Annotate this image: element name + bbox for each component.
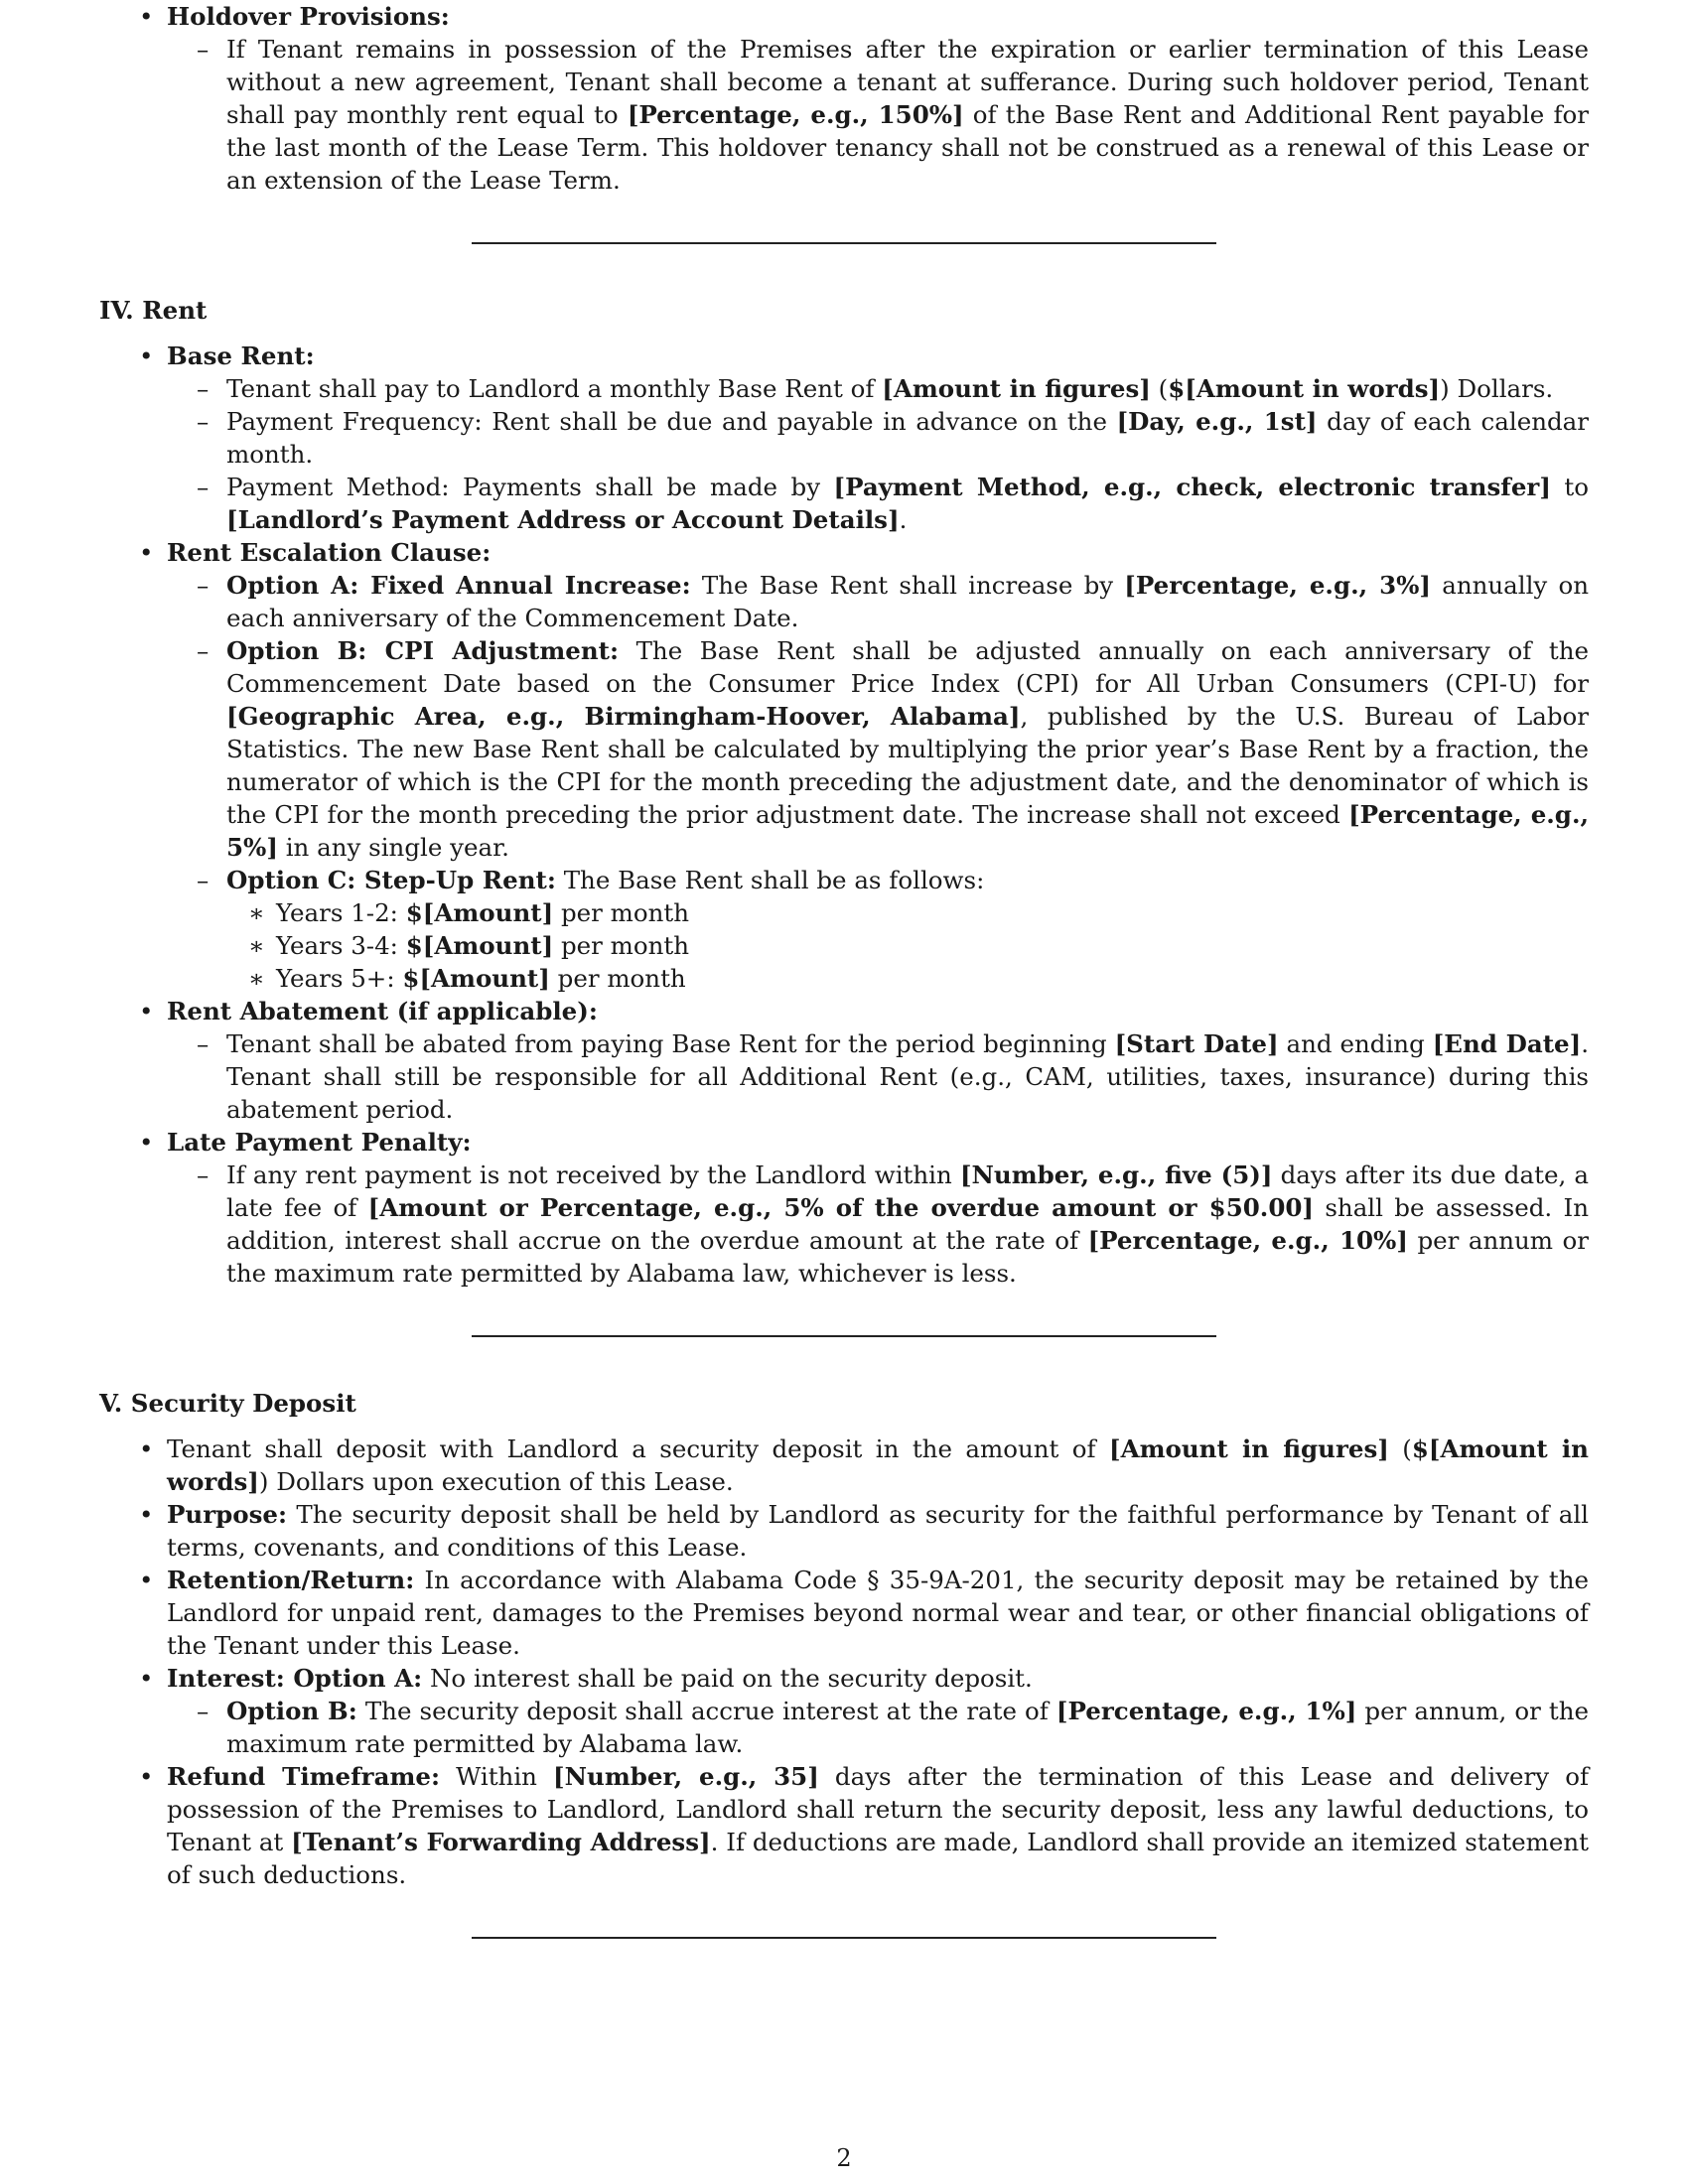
page-number: 2 — [836, 2144, 852, 2172]
payment-frequency: – Payment Frequency: Rent shall be due and payable in advance on the [Day, e.g., 1st] day of each calendar month. — [226, 405, 1589, 471]
deposit-interest-item: • Interest: Option A: No interest shall be paid on the security deposit. – Option B: The security deposit shall accrue interest at the rate of [Percentage, e.g., 1%] per annum, or the maximum rate permitted by Alabama law. — [167, 1662, 1589, 1760]
rent-abatement-item — [167, 995, 1589, 1126]
base-rent-label: Base Rent: — [167, 341, 315, 370]
option-b-cpi-adjustment: – Option B: CPI Adjustment: The Base Rent shall be adjusted annually on each anniversary of the Commencement Date based on the Consumer Price Index (CPI) for All Urban Consumers (CPI-U) for [Geographic Area, e.g., Birmingham-Hoover, Alabama], published by the U.S. Bureau of Labor Statistics. The new Base Rent shall be calculated by multiplying the prior year’s Base Rent by a fraction, the numerator of which is the CPI for the month preceding the adjustment date, and the denominator of which is the CPI for the month preceding the prior adjustment date. The increase shall not exceed [Percentage, e.g., 5%] in any single year. — [226, 634, 1589, 864]
holdover-text: – If Tenant remains in possession of the Premises after the expiration or earlier termination of this Lease without a new agreement, Tenant shall become a tenant at sufferance. During such holdover period, Tenant shall pay monthly rent equal to [Percentage, e.g., 150%] of the Base Rent and Additional Rent payable for the last month of the Lease Term. This holdover tenancy shall not be construed as a renewal of this Lease or an extension of the Lease Term. — [226, 33, 1589, 197]
holdover-label: Holdover Provisions: — [167, 2, 450, 31]
deposit-purpose-item: • Purpose: The security deposit shall be held by Landlord as security for the faithful performance by Tenant of all terms, covenants, and conditions of this Lease. — [167, 1498, 1589, 1564]
deposit-interest-option-b: – Option B: The security deposit shall accrue interest at the rate of [Percentage, e.g., 1%] per annum, or the maximum rate permitted by Alabama law. — [226, 1695, 1589, 1760]
rent-abatement-text: – Tenant shall be abated from paying Base Rent for the period beginning [Start Date] and ending [End Date]. Tenant shall still be responsible for all Additional Rent (e.g., CAM, utilities, taxes, insurance) during this abatement period. — [226, 1027, 1589, 1126]
section-title-rent: IV. Rent — [99, 296, 208, 325]
late-payment-label: Late Payment Penalty: — [167, 1128, 472, 1157]
deposit-refund-item: • Refund Timeframe: Within [Number, e.g., 35] days after the termination of this Lease and delivery of possession of the Premises to Landlord, Landlord shall return the security deposit, less any lawful deductions, to Tenant at [Tenant’s Forwarding Address]. If deductions are made, Landlord shall provide an itemized statement of such deductions. — [167, 1760, 1589, 1891]
payment-method: – Payment Method: Payments shall be made by [Payment Method, e.g., check, electronic transfer] to [Landlord’s Payment Address or Account Details]. — [226, 471, 1589, 536]
holdover-item — [167, 0, 1589, 197]
base-rent-amount: – Tenant shall pay to Landlord a monthly Base Rent of [Amount in figures] ($[Amount in words]) Dollars. — [226, 372, 1589, 405]
section-divider — [472, 1937, 1216, 1939]
rent-abatement-label: Rent Abatement (if applicable): — [167, 997, 598, 1025]
section-divider — [472, 1335, 1216, 1337]
rent-escalation-label: Rent Escalation Clause: — [167, 538, 492, 567]
section-divider — [472, 242, 1216, 244]
option-a-fixed-increase: – Option A: Fixed Annual Increase: The Base Rent shall increase by [Percentage, e.g., 3%] annually on each anniversary of the Commencement Date. — [226, 569, 1589, 634]
late-payment-text: – If any rent payment is not received by the Landlord within [Number, e.g., five (5)] days after its due date, a late fee of [Amount or Percentage, e.g., 5% of the overdue amount or $50.00] shall be assessed. In addition, interest shall accrue on the overdue amount at the rate of [Percentage, e.g., 10%] per annum or the maximum rate permitted by Alabama law, whichever is less. — [226, 1159, 1589, 1290]
section-title-security-deposit: V. Security Deposit — [99, 1389, 356, 1418]
holdover-percentage-field: [Percentage, e.g., 150%] — [627, 100, 964, 129]
document-page — [99, 0, 1589, 1939]
rent-list — [99, 340, 1589, 1290]
option-c-step-up-rent: – Option C: Step-Up Rent: The Base Rent shall be as follows: ∗ Years 1-2: $[Amount] per month ∗ Years 3-4: $[Amount] per month ∗ Years 5+: $[Amount] per month — [226, 864, 1589, 995]
step-row: ∗ Years 3-4: $[Amount] per month — [276, 929, 1589, 962]
late-payment-item — [167, 1126, 1589, 1290]
deposit-retention-item: • Retention/Return: In accordance with Alabama Code § 35-9A-201, the security deposit may be retained by the Landlord for unpaid rent, damages to the Premises beyond normal wear and tear, or other financial obligations of the Tenant under this Lease. — [167, 1564, 1589, 1662]
step-row: ∗ Years 5+: $[Amount] per month — [276, 962, 1589, 995]
step-row: ∗ Years 1-2: $[Amount] per month — [276, 896, 1589, 929]
base-rent-item — [167, 340, 1589, 536]
deposit-amount-item: • Tenant shall deposit with Landlord a security deposit in the amount of [Amount in figures] ($[Amount in words]) Dollars upon execution of this Lease. — [167, 1433, 1589, 1498]
holdover-list — [99, 0, 1589, 197]
rent-escalation-item — [167, 536, 1589, 995]
deposit-list — [99, 1433, 1589, 1891]
